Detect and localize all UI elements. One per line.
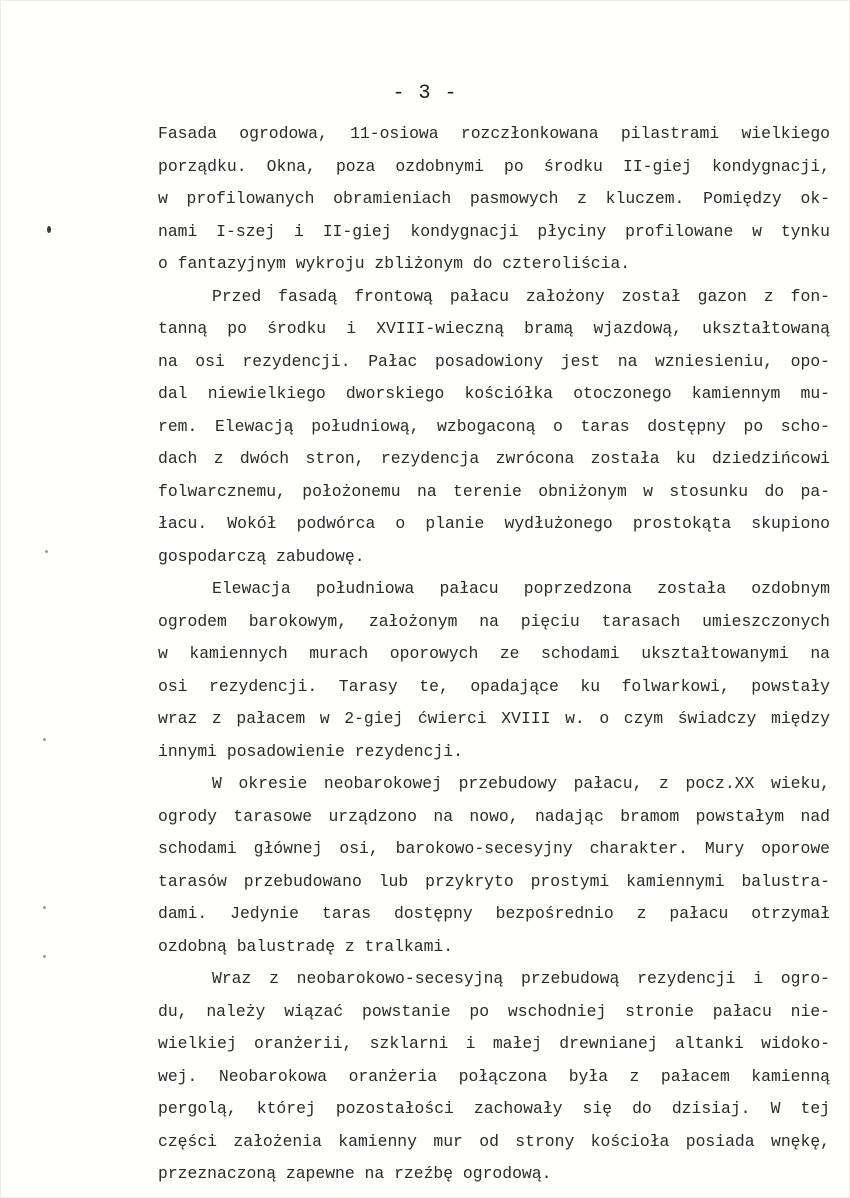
text-line: osi rezydencji. Tarasy te, opadające ku folwarkowi, powstały	[158, 676, 830, 696]
text-line: rem. Elewacją południową, wzbogaconą o taras dostępny po scho-	[158, 416, 830, 436]
text-line: dami. Jedynie taras dostępny bezpośrednio z pałacu otrzymał	[158, 904, 830, 923]
text-line: przeznaczoną zapewne na rzeźbę ogrodową.	[158, 1164, 552, 1183]
margin-mark	[43, 738, 46, 741]
text-line: ogrodem barokowym, założonym na pięciu tarasach umieszczonych	[158, 611, 830, 631]
text-line: gospodarczą zabudowę.	[158, 546, 365, 566]
text-line: porządku. Okna, poza ozdobnymi po środku II-giej kondygnacji,	[158, 156, 830, 176]
text-line: pergolą, której pozostałości zachowały się do dzisiaj. W tej	[158, 1099, 830, 1118]
text-line: ogrody tarasowe urządzono na nowo, nadając bramom powstałym nad	[158, 806, 830, 826]
document-body	[158, 118, 830, 1191]
text-line: dach z dwóch stron, rezydencja zwrócona została ku dziedzińcowi	[158, 449, 830, 468]
text-line: W okresie neobarokowej przebudowy pałacu, z pocz.XX wieku,	[212, 774, 830, 793]
text-line: tarasów przebudowano lub przykryto prostymi kamiennymi balustra-	[158, 871, 830, 891]
text-line: części założenia kamienny mur od strony kościoła posiada wnękę,	[158, 1131, 830, 1151]
text-line: dal niewielkiego dworskiego kościółka otoczonego kamiennym mu-	[158, 384, 830, 403]
text-line: wraz z pałacem w 2-giej ćwierci XVIII w. o czym świadczy między	[158, 709, 830, 728]
text-line: Fasada ogrodowa, 11-osiowa rozczłonkowana pilastrami wielkiego	[158, 124, 830, 143]
paragraph-3	[158, 573, 830, 768]
paragraph-2	[158, 281, 830, 574]
text-line: o fantazyjnym wykroju zbliżonym do czteroliścia.	[158, 254, 631, 273]
margin-mark	[43, 955, 46, 958]
text-line: schodami głównej osi, barokowo-secesyjny charakter. Mury oporowe	[158, 839, 830, 858]
paragraph-1	[158, 118, 830, 281]
text-line: Elewacja południowa pałacu poprzedzona została ozdobnym	[212, 579, 830, 598]
text-line: tanną po środku i XVIII-wieczną bramą wjazdową, ukształtowaną	[158, 319, 830, 338]
text-line: ozdobną balustradę z tralkami.	[158, 936, 454, 956]
margin-mark	[47, 226, 51, 233]
text-line: na osi rezydencji. Pałac posadowiony jest na wzniesieniu, opo-	[158, 351, 830, 371]
text-line: Wraz z neobarokowo-secesyjną przebudową rezydencji i ogro-	[212, 969, 830, 988]
margin-mark	[43, 906, 46, 909]
text-line: w kamiennych murach oporowych ze schodami ukształtowanymi na	[158, 644, 830, 663]
text-line: wielkiej oranżerii, szklarni i małej drewnianej altanki widoko-	[158, 1034, 830, 1053]
text-line: nami I-szej i II-giej kondygnacji płyciny profilowane w tynku	[158, 221, 830, 241]
text-line: folwarcznemu, położonemu na terenie obniżonym w stosunku do pa-	[158, 481, 830, 501]
text-line: Przed fasadą frontową pałacu założony został gazon z fon-	[212, 286, 830, 306]
text-line: łacu. Wokół podwórca o planie wydłużonego prostokąta skupiono	[158, 514, 830, 533]
text-line: du, należy wiązać powstanie po wschodniej stronie pałacu nie-	[158, 1001, 830, 1021]
text-line: wej. Neobarokowa oranżeria połączona była z pałacem kamienną	[158, 1066, 830, 1086]
margin-mark	[45, 550, 48, 553]
paragraph-5	[158, 963, 830, 1191]
text-line: w profilowanych obramieniach pasmowych z kluczem. Pomiędzy ok-	[158, 189, 830, 208]
text-line: innymi posadowienie rezydencji.	[158, 741, 463, 761]
paragraph-4	[158, 768, 830, 963]
page-number: - 3 -	[392, 82, 458, 105]
